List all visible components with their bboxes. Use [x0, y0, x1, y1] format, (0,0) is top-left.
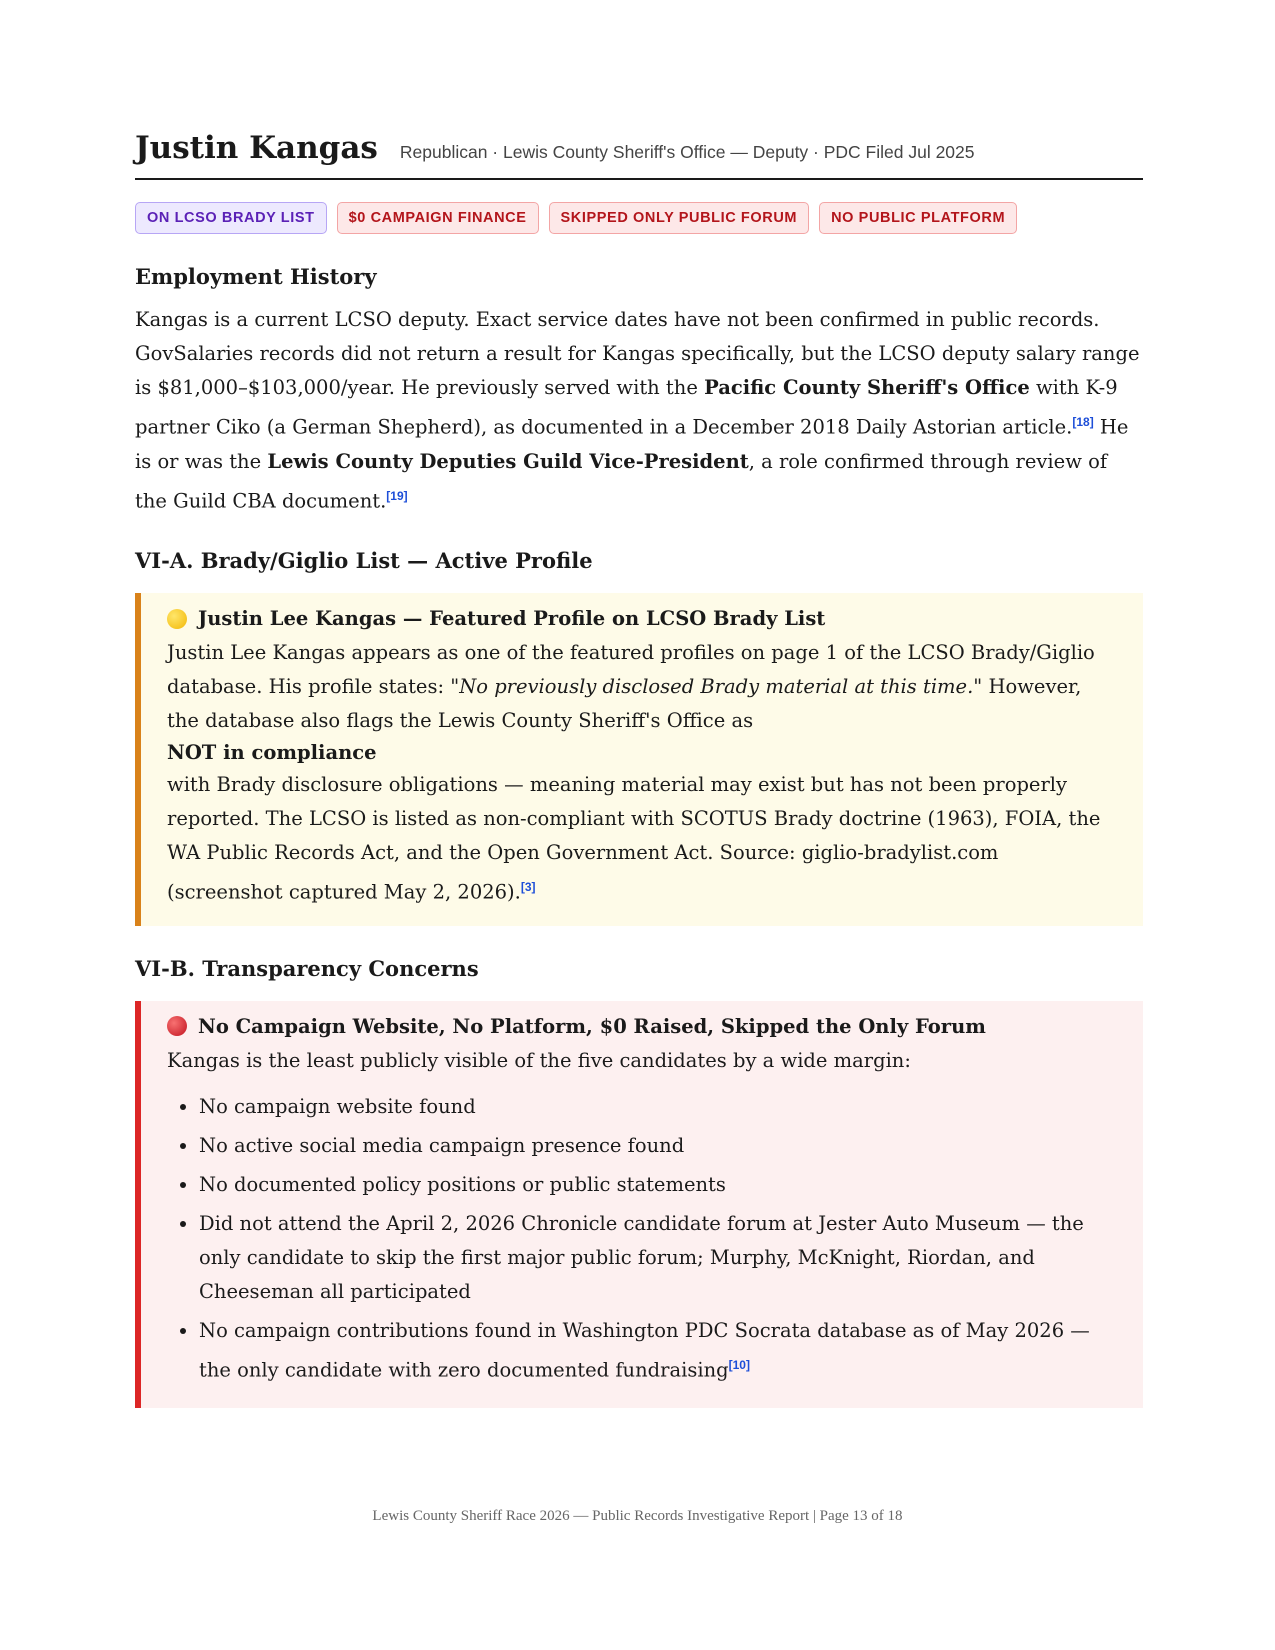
- employment-paragraph: Kangas is a current LCSO deputy. Exact service dates have not been confirmed in public records. GovSalaries records did not return a result for Kangas specifically, but the LCSO deputy salary range is $81,000–$103,000/year. He previously served with the Pacific County Sheriff's Office with K-9 partner Ciko (a German Shepherd), as documented in a December 2018 Daily Astorian article.[18] He is or was the Lewis County Deputies Guild Vice-President, a role confirmed through review of the Guild CBA document.[19]: [135, 308, 1140, 512]
- badge-row: [135, 202, 1143, 234]
- candidate-name: Justin Kangas: [135, 130, 378, 166]
- list-item: • No active social media campaign presence found: [199, 1129, 1117, 1163]
- transparency-heading: VI-B. Transparency Concerns: [135, 955, 479, 981]
- page-footer: Lewis County Sheriff Race 2026 — Public Records Investigative Report | Page 13 of 18: [372, 1508, 903, 1524]
- transparency-callout-title: No Campaign Website, No Platform, $0 Raised, Skipped the Only Forum: [167, 1015, 1117, 1038]
- no-platform-badge: NO PUBLIC PLATFORM: [819, 202, 1017, 234]
- report-page: [135, 130, 1143, 1408]
- brady-callout: [135, 593, 1143, 926]
- skipped-forum-badge: SKIPPED ONLY PUBLIC FORUM: [549, 202, 810, 234]
- yellow-circle-icon: [167, 609, 187, 629]
- citation-10-link[interactable]: [10]: [728, 1357, 750, 1372]
- brady-callout-text-2: with Brady disclosure obligations — meaning material may exist but has not been properly reported. The LCSO is listed as non-compliant with SCOTUS Brady doctrine (1963), FOIA, the WA Public Records Act, and the Open Government Act. Source: giglio-bradylist.com (screenshot captured May 2, 2026).[3]: [167, 773, 1101, 904]
- campaign-finance-badge: $0 CAMPAIGN FINANCE: [337, 202, 539, 234]
- list-item: • No campaign website found: [199, 1090, 1117, 1124]
- red-circle-icon: [167, 1016, 187, 1036]
- guild-vp-emphasis: Lewis County Deputies Guild Vice-President: [267, 449, 749, 473]
- brady-callout-text: Justin Lee Kangas appears as one of the featured profiles on page 1 of the LCSO Brady/Giglio database. His profile states: "No previously disclosed Brady material at this time." However, the database also flags the Lewis County Sheriff's Office as: [167, 641, 1095, 732]
- candidate-subtitle: Republican · Lewis County Sheriff's Office — Deputy · PDC Filed Jul 2025: [399, 142, 975, 162]
- brady-callout-title: Justin Lee Kangas — Featured Profile on LCSO Brady List: [167, 607, 1117, 630]
- list-item: • No documented policy positions or public statements: [199, 1168, 1117, 1202]
- noncompliance-label: NOT in compliance: [167, 741, 377, 764]
- profile-quote: "No previously disclosed Brady material at this time.": [450, 675, 983, 698]
- citation-19-link[interactable]: [19]: [386, 488, 408, 503]
- citation-3-link[interactable]: [3]: [520, 880, 536, 894]
- brady-list-badge: ON LCSO BRADY LIST: [135, 202, 327, 234]
- brady-heading: VI-A. Brady/Giglio List — Active Profile: [135, 548, 593, 573]
- pacific-county-emphasis: Pacific County Sheriff's Office: [704, 376, 1030, 399]
- profile-header: [135, 130, 1143, 180]
- list-item: • Did not attend the April 2, 2026 Chronicle candidate forum at Jester Auto Museum — the only candidate to skip the first major public forum; Murphy, McKnight, Riordan, and Cheeseman all participated: [199, 1207, 1117, 1309]
- transparency-intro: Kangas is the least publicly visible of the five candidates by a wide margin:: [167, 1048, 911, 1072]
- employment-heading: Employment History: [135, 264, 377, 289]
- transparency-callout: [135, 1001, 1143, 1409]
- transparency-list: [167, 1090, 1117, 1388]
- list-item: • No campaign contributions found in Washington PDC Socrata database as of May 2026 — the only candidate with zero documented fundraising[10]: [199, 1314, 1117, 1388]
- citation-18-link[interactable]: [18]: [1072, 415, 1094, 429]
